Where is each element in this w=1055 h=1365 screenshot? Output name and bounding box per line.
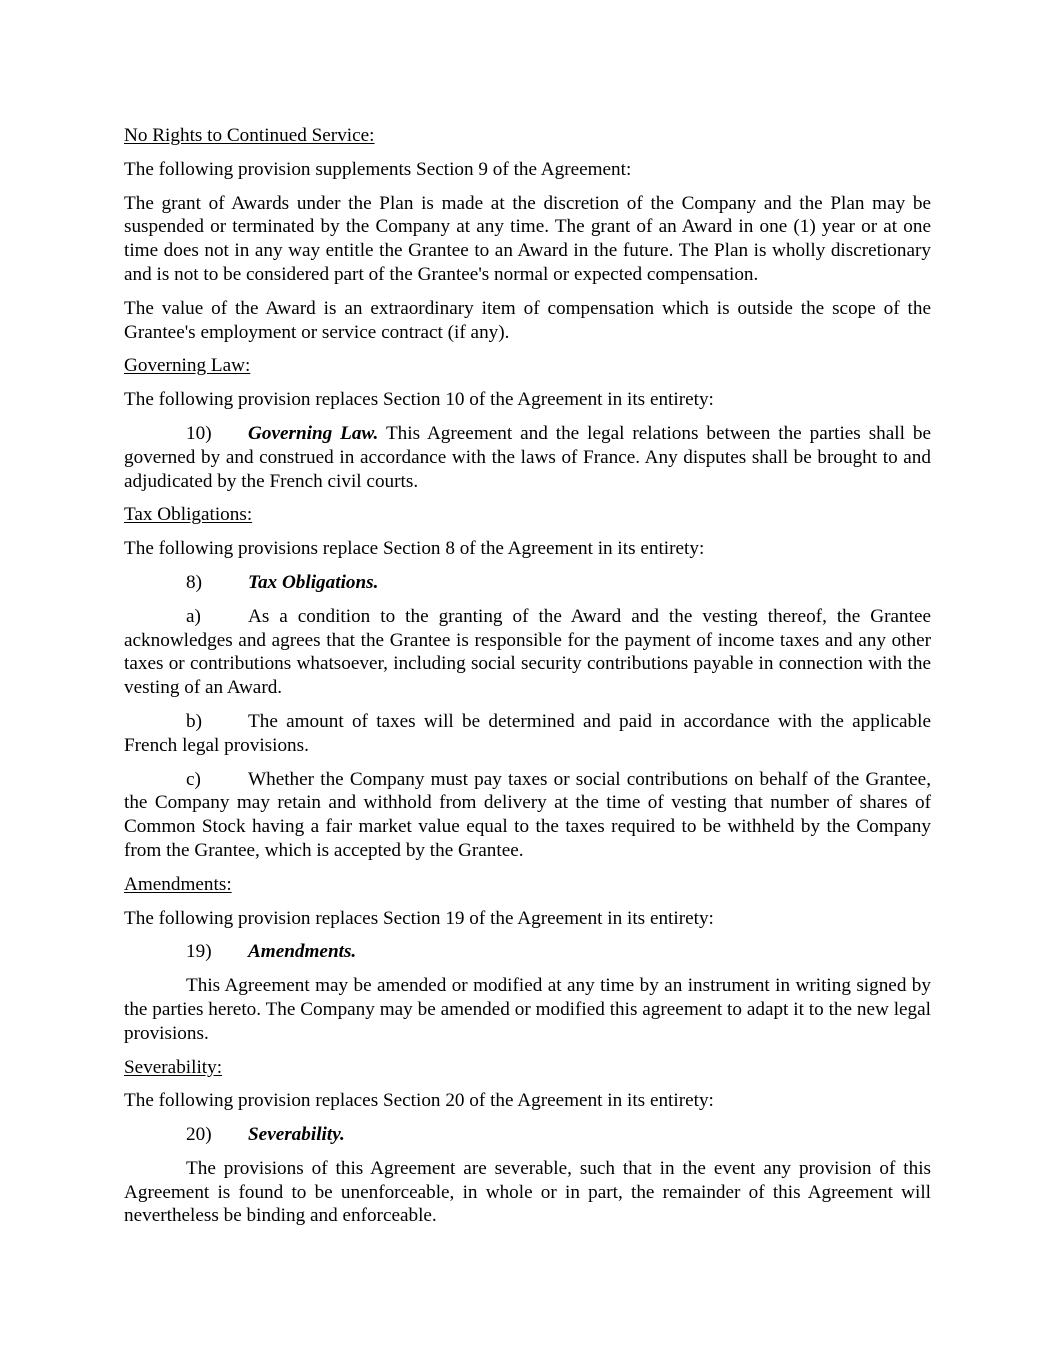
- intro-no-rights: The following provision supplements Section 9 of the Agreement:: [124, 158, 632, 180]
- item-label: b): [186, 710, 202, 732]
- paragraph-no-rights-2: The value of the Award is an extraordinary item of compensation which is outside the scope of the Grantee's employment or service contract (if any).: [124, 297, 931, 343]
- intro-governing-law: The following provision replaces Section 10 of the Agreement in its entirety:: [124, 389, 714, 411]
- item-text: The amount of taxes will be determined and paid in accordance with the applicable French legal provisions.: [124, 710, 931, 756]
- tax-item-b: [124, 710, 931, 758]
- paragraph-no-rights-1: The grant of Awards under the Plan is made at the discretion of the Company and the Plan may be suspended or terminated by the Company at any time. The grant of an Award in one (1) year or at one time does not in any way entitle the Grantee to an Award in the future. The Plan is wholly discretionary and is not to be considered part of the Grantee's normal or expected compensation.: [124, 192, 931, 285]
- item-label: c): [186, 768, 201, 790]
- clause-governing-law: [124, 422, 931, 493]
- clause-title: Severability.: [248, 1124, 345, 1146]
- clause-number: 8): [186, 571, 202, 593]
- paragraph-amendments: This Agreement may be amended or modified at any time by an instrument in writing signed by the parties hereto. The Company may be amended or modified this agreement to adapt it to the new legal provisions.: [124, 975, 931, 1044]
- paragraph-severability: The provisions of this Agreement are severable, such that in the event any provision of this Agreement is found to be unenforceable, in whole or in part, the remainder of this Agreement will nevertheless be binding and enforceable.: [124, 1157, 931, 1227]
- intro-severability: The following provision replaces Section 20 of the Agreement in its entirety:: [124, 1090, 714, 1112]
- clause-text: This Agreement and the legal relations between the parties shall be governed by and construed in accordance with the laws of France. Any disputes shall be brought to and adjudicated by the French civil courts.: [124, 422, 931, 492]
- tax-item-a: [124, 605, 931, 700]
- clause-number: 20): [186, 1124, 212, 1146]
- heading-tax-obligations: Tax Obligations:: [124, 504, 253, 526]
- heading-severability: Severability:: [124, 1056, 223, 1078]
- clause-amendments: [124, 940, 931, 964]
- clause-number: 19): [186, 941, 212, 963]
- tax-item-c: [124, 768, 931, 863]
- item-text: As a condition to the granting of the Award and the vesting thereof, the Grantee acknowledges and agrees that the Grantee is responsible for the payment of income taxes and any other taxes or contributions whatsoever, including social security contributions payable in connection with the vesting of an Award.: [124, 605, 931, 699]
- intro-amendments: The following provision replaces Section 19 of the Agreement in its entirety:: [124, 907, 714, 929]
- clause-title: Amendments.: [248, 941, 357, 963]
- clause-severability: [124, 1123, 931, 1147]
- heading-governing-law: Governing Law:: [124, 355, 251, 377]
- item-label: a): [186, 605, 201, 627]
- heading-amendments: Amendments:: [124, 873, 232, 895]
- document-page: [124, 124, 931, 1238]
- clause-tax-obligations: [124, 571, 931, 595]
- item-text: Whether the Company must pay taxes or social contributions on behalf of the Grantee, the Company may retain and withhold from delivery at the time of vesting that number of shares of Common Stock having a fair market value equal to the taxes required to be withheld by the Company from the Grantee, which is accepted by the Grantee.: [124, 768, 931, 861]
- clause-title: Governing Law.: [248, 422, 379, 444]
- clause-number: 10): [186, 422, 212, 444]
- clause-title: Tax Obligations.: [248, 571, 379, 593]
- intro-tax-obligations: The following provisions replace Section 8 of the Agreement in its entirety:: [124, 538, 705, 560]
- heading-no-rights: No Rights to Continued Service:: [124, 125, 375, 146]
